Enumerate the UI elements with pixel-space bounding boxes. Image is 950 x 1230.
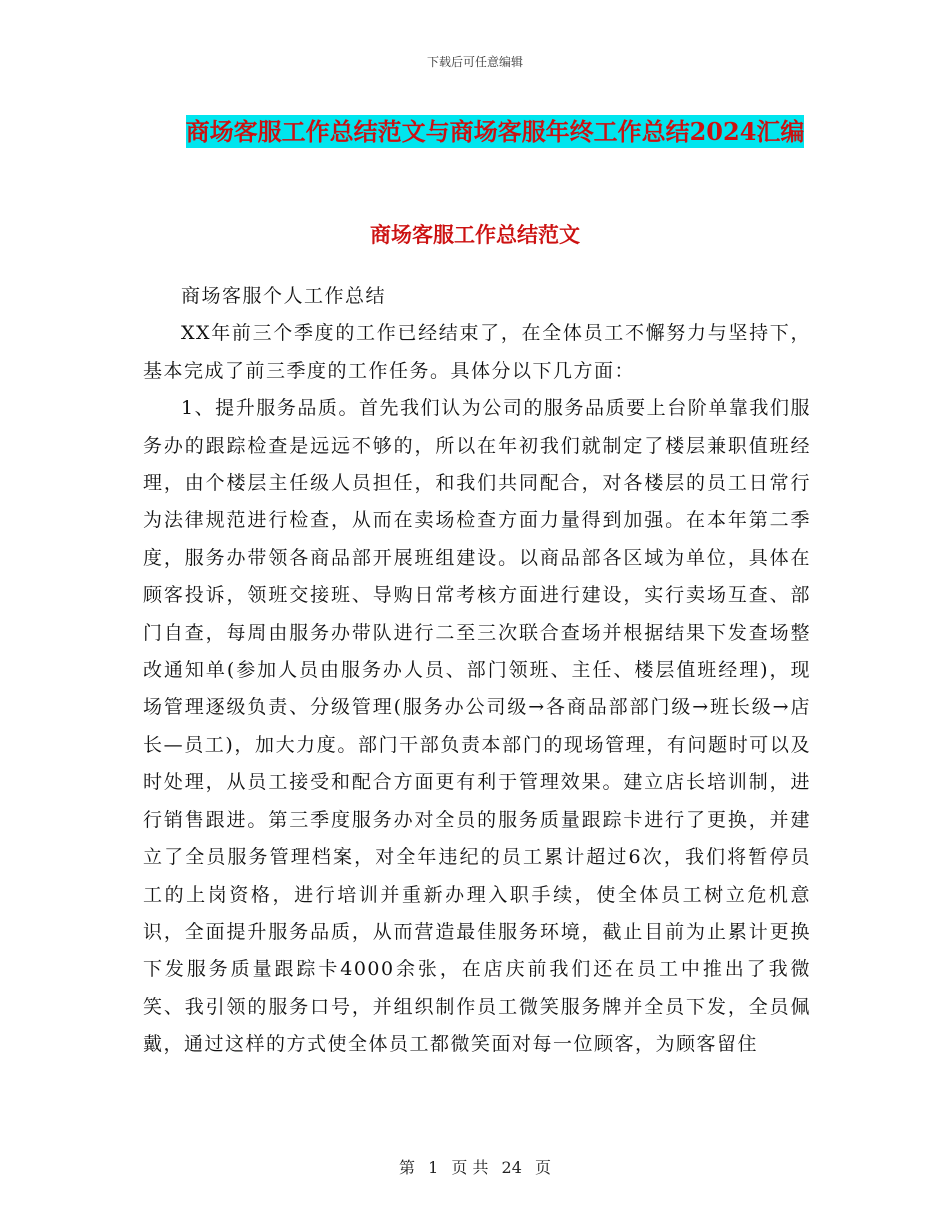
paragraph-service-quality: 1、提升服务品质。首先我们认为公司的服务品质要上台阶单靠我们服务办的跟踪检查是远远不够的，所以在年初我们就制定了楼层兼职值班经理，由个楼层主任级人员担任，和我们共同配合，对各楼层的员工日常行为法律规范进行检查，从而在卖场检查方面力量得到加强。在本年第二季度，服务办带领各商品部开展班组建设。以商品部各区域为单位，具体在顾客投诉，领班交接班、导购日常考核方面进行建设，实行卖场互查、部门自查，每周由服务办带队进行二至三次联合查场并根据结果下发查场整改通知单(参加人员由服务办人员、部门领班、主任、楼层值班经理)，现场管理逐级负责、分级管理(服务办公司级→各商品部部门级→班长级→店长—员工)，加大力度。部门干部负责本部门的现场管理，有问题时可以及时处理，从员工接受和配合方面更有利于管理效果。建立店长培训制，进行销售跟进。第三季度服务办对全员的服务质量跟踪卡进行了更换，并建立了全员服务管理档案，对全年违纪的员工累计超过6次，我们将暂停员工的上岗资格，进行培训并重新办理入职手续，使全体员工树立危机意识，全面提升服务品质，从而营造最佳服务环境，截止目前为止累计更换下发服务质量跟踪卡4000余张，在店庆前我们还在员工中推出了我微笑、我引领的服务口号，并组织制作员工微笑服务牌并全员下发，全员佩戴，通过这样的方式使全体员工都微笑面对每一位顾客，为顾客留住 (143, 397, 811, 1056)
document-title-text: 商场客服工作总结范文与商场客服年终工作总结2024汇编 (185, 117, 805, 146)
page-footer (0, 1155, 950, 1178)
page-header-note: 下载后可任意编辑 (426, 55, 523, 69)
paragraph-subtitle: 商场客服个人工作总结 (181, 285, 387, 307)
page-label-suffix: 页 (535, 1158, 552, 1177)
paragraph-intro: XX年前三个季度的工作已经结束了，在全体员工不懈努力与坚持下，基本完成了前三季度的工作任务。具体分以下几方面： (143, 322, 811, 382)
page-total-number: 24 (501, 1158, 522, 1177)
document-body (143, 278, 811, 1064)
document-title (140, 110, 850, 154)
page-label-mid: 页 共 (451, 1158, 489, 1177)
section-title: 商场客服工作总结范文 (370, 222, 580, 247)
page-current-number: 1 (428, 1158, 439, 1177)
page-label-prefix: 第 (398, 1158, 415, 1177)
